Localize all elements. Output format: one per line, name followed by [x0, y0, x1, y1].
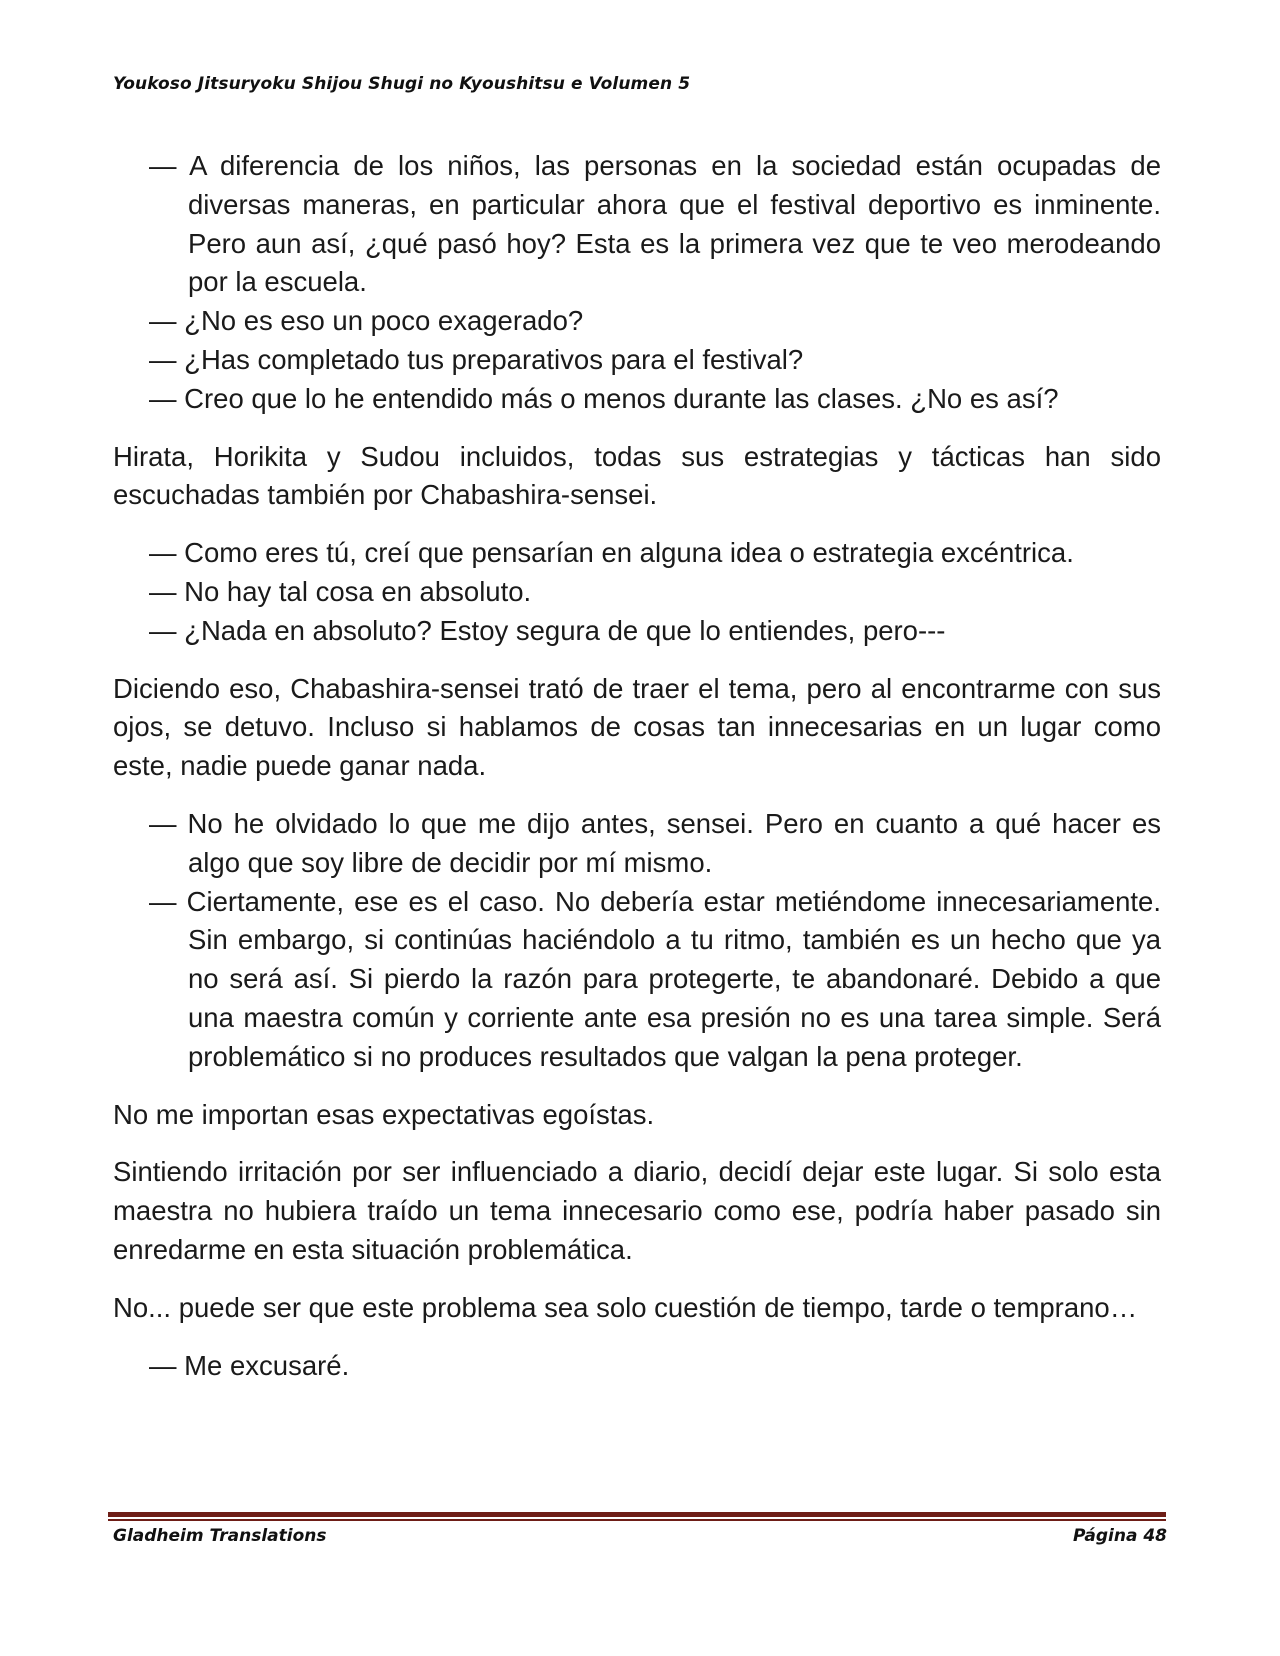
narration-paragraph: No me importan esas expectativas egoístas. [113, 1098, 655, 1130]
narration-paragraph: No... puede ser que este problema sea solo cuestión de tiempo, tarde o temprano… [113, 1291, 1138, 1323]
dialogue-line: — No he olvidado lo que me dijo antes, sensei. Pero en cuanto a qué hacer es algo que soy libre de decidir por mí mismo. [149, 807, 1161, 878]
dialogue-line: — Ciertamente, ese es el caso. No debería estar metiéndome innecesariamente. Sin embargo, si continúas haciéndolo a tu ritmo, también es un hecho que ya no será así. Si pierdo la razón para protegerte, te abandonaré. Debido a que una maestra común y corriente ante esa presión no es una tarea simple. Será problemático si no produces resultados que valgan la pena proteger. [149, 885, 1161, 1072]
footer-credit: Gladheim Translations [113, 1526, 327, 1546]
footer-rule [108, 1512, 1166, 1521]
footer-rule-thick [108, 1512, 1166, 1517]
dialogue-line: — ¿Nada en absoluto? Estoy segura de que lo entiendes, pero--- [149, 614, 946, 646]
page-body [113, 147, 1161, 1385]
dialogue-line: — A diferencia de los niños, las personas en la sociedad están ocupadas de diversas maneras, en particular ahora que el festival deportivo es inminente. Pero aun así, ¿qué pasó hoy? Esta es la primera vez que te veo merodeando por la escuela. [149, 150, 1161, 298]
footer-rule-thin [108, 1519, 1166, 1521]
narration-paragraph: Sintiendo irritación por ser influenciado a diario, decidí dejar este lugar. Si solo esta maestra no hubiera traído un tema innecesario como ese, podría haber pasado sin enredarme en esta situación problemática. [113, 1156, 1161, 1265]
dialogue-line: — Creo que lo he entendido más o menos durante las clases. ¿No es así? [149, 382, 1059, 414]
narration-paragraph: Hirata, Horikita y Sudou incluidos, todas sus estrategias y tácticas han sido escuchadas también por Chabashira-sensei. [113, 440, 1161, 511]
dialogue-line: — No hay tal cosa en absoluto. [149, 575, 532, 607]
dialogue-line: — Como eres tú, creí que pensarían en alguna idea o estrategia excéntrica. [149, 537, 1074, 569]
dialogue-line: — Me excusaré. [149, 1349, 350, 1381]
dialogue-line: — ¿Has completado tus preparativos para el festival? [149, 343, 804, 375]
running-header: Youkoso Jitsuryoku Shijou Shugi no Kyoushitsu e Volumen 5 [113, 74, 691, 94]
page-number: Página 48 [1073, 1526, 1167, 1546]
narration-paragraph: Diciendo eso, Chabashira-sensei trató de traer el tema, pero al encontrarme con sus ojos, se detuvo. Incluso si hablamos de cosas tan innecesarias en un lugar como este, nadie puede ganar nada. [113, 672, 1161, 782]
dialogue-line: — ¿No es eso un poco exagerado? [149, 305, 584, 337]
